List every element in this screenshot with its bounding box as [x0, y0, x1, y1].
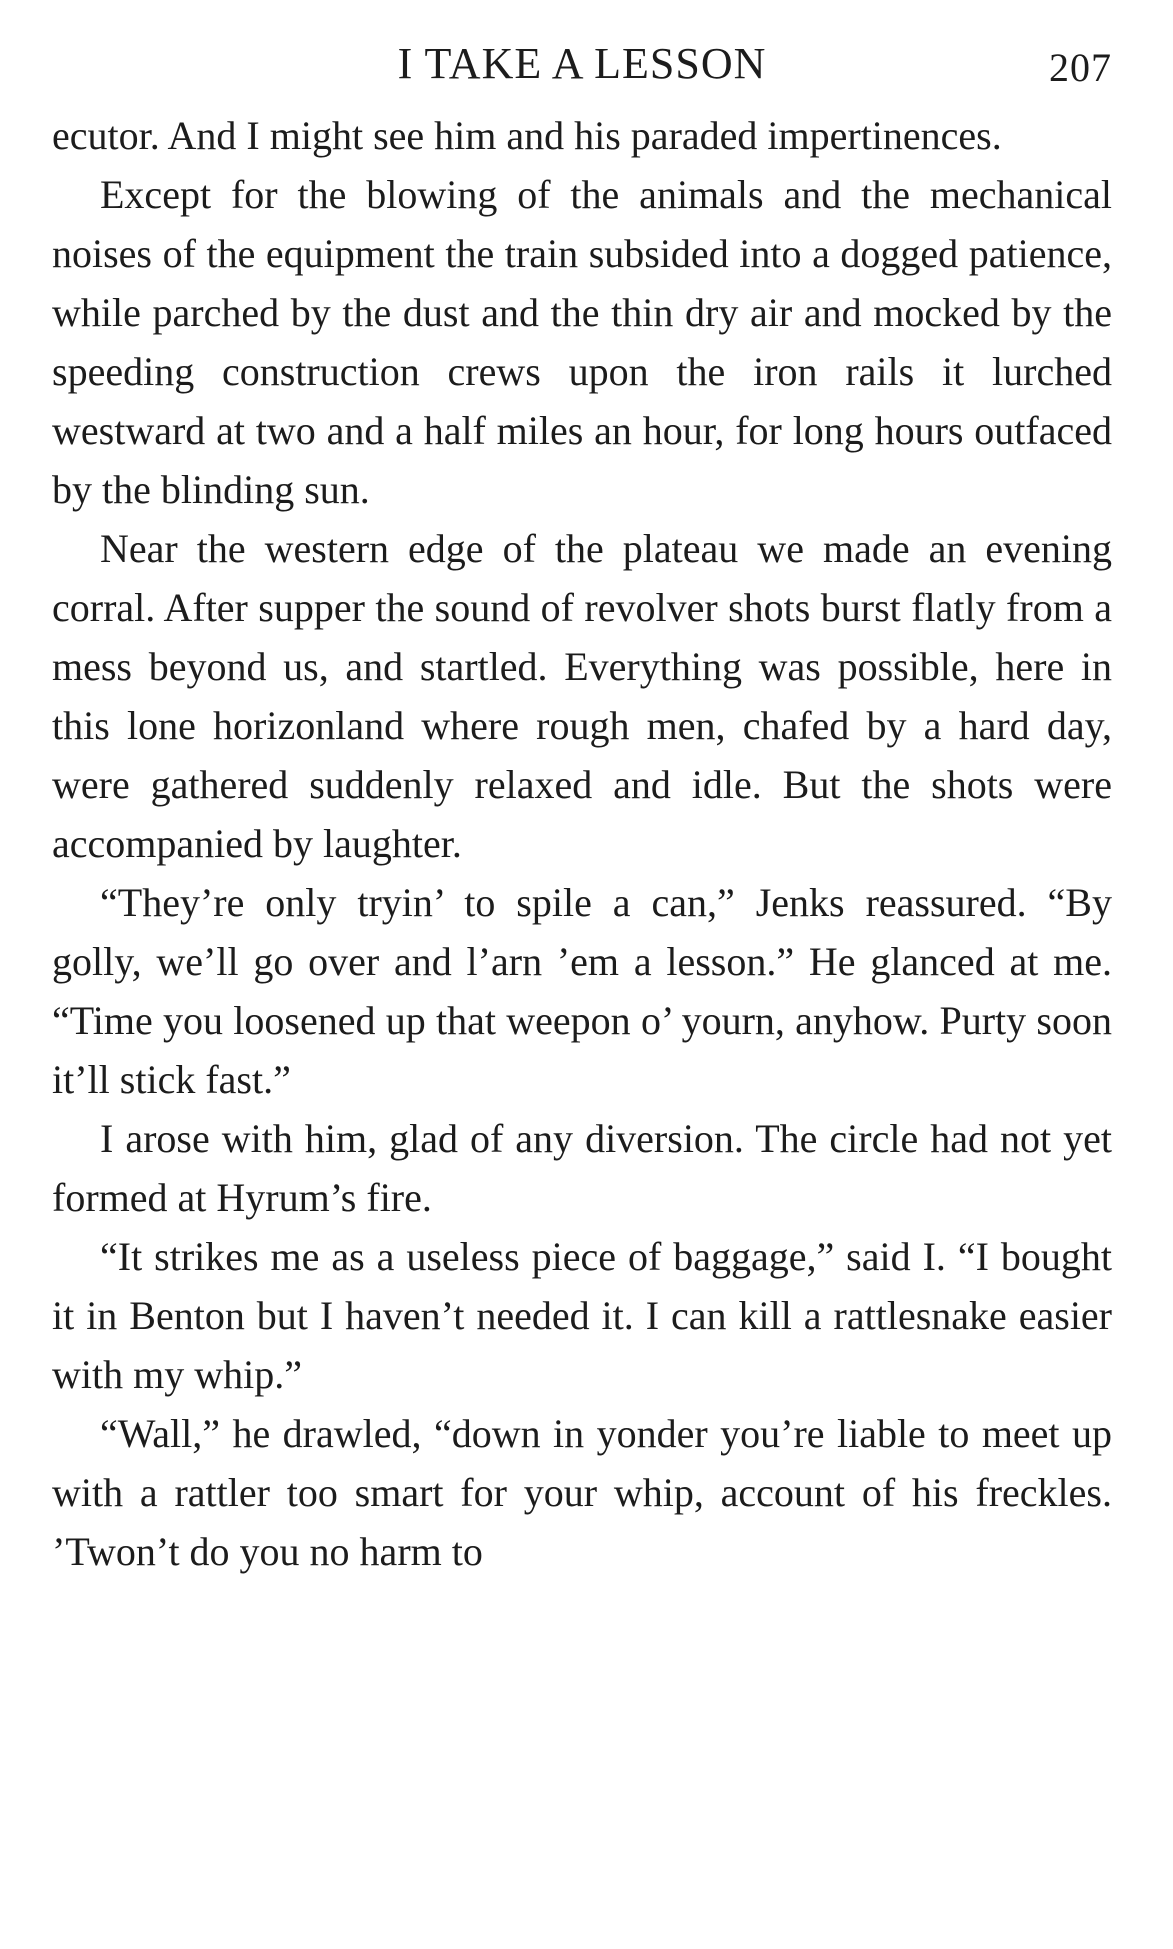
paragraph: I arose with him, glad of any diversion. The circle had not yet formed at Hyrum’s fire. [52, 1116, 1112, 1220]
paragraph: “Wall,” he drawled, “down in yonder you’re liable to meet up with a rattler too smart for your whip, account of his freckles. ’Twon’t do you no harm to [52, 1411, 1112, 1574]
body-text [52, 106, 1112, 1581]
paragraph: “It strikes me as a useless piece of baggage,” said I. “I bought it in Benton but I haven’t needed it. I can kill a rattlesnake easier with my whip.” [52, 1234, 1112, 1397]
chapter-title: I TAKE A LESSON [397, 39, 767, 88]
paragraph: Near the western edge of the plateau we made an evening corral. After supper the sound of revolver shots burst flatly from a mess beyond us, and startled. Everything was possible, here in this lone horizonland where rough men, chafed by a hard day, were gathered suddenly relaxed and idle. But the shots were accompanied by laughter. [52, 526, 1112, 866]
book-page [52, 38, 1112, 1581]
paragraph-continued: ecutor. And I might see him and his paraded impertinences. [52, 113, 1002, 158]
paragraph: Except for the blowing of the animals and the mechanical noises of the equipment the train subsided into a dogged patience, while parched by the dust and the thin dry air and mocked by the speeding construction crews upon the iron rails it lurched westward at two and a half miles an hour, for long hours outfaced by the blinding sun. [52, 172, 1112, 512]
paragraph: “They’re only tryin’ to spile a can,” Jenks reassured. “By golly, we’ll go over and l’arn ’em a lesson.” He glanced at me. “Time you loosened up that weepon o’ yourn, anyhow. Purty soon it’ll stick fast.” [52, 880, 1112, 1102]
page-number: 207 [1049, 45, 1112, 90]
running-head [52, 38, 1112, 94]
